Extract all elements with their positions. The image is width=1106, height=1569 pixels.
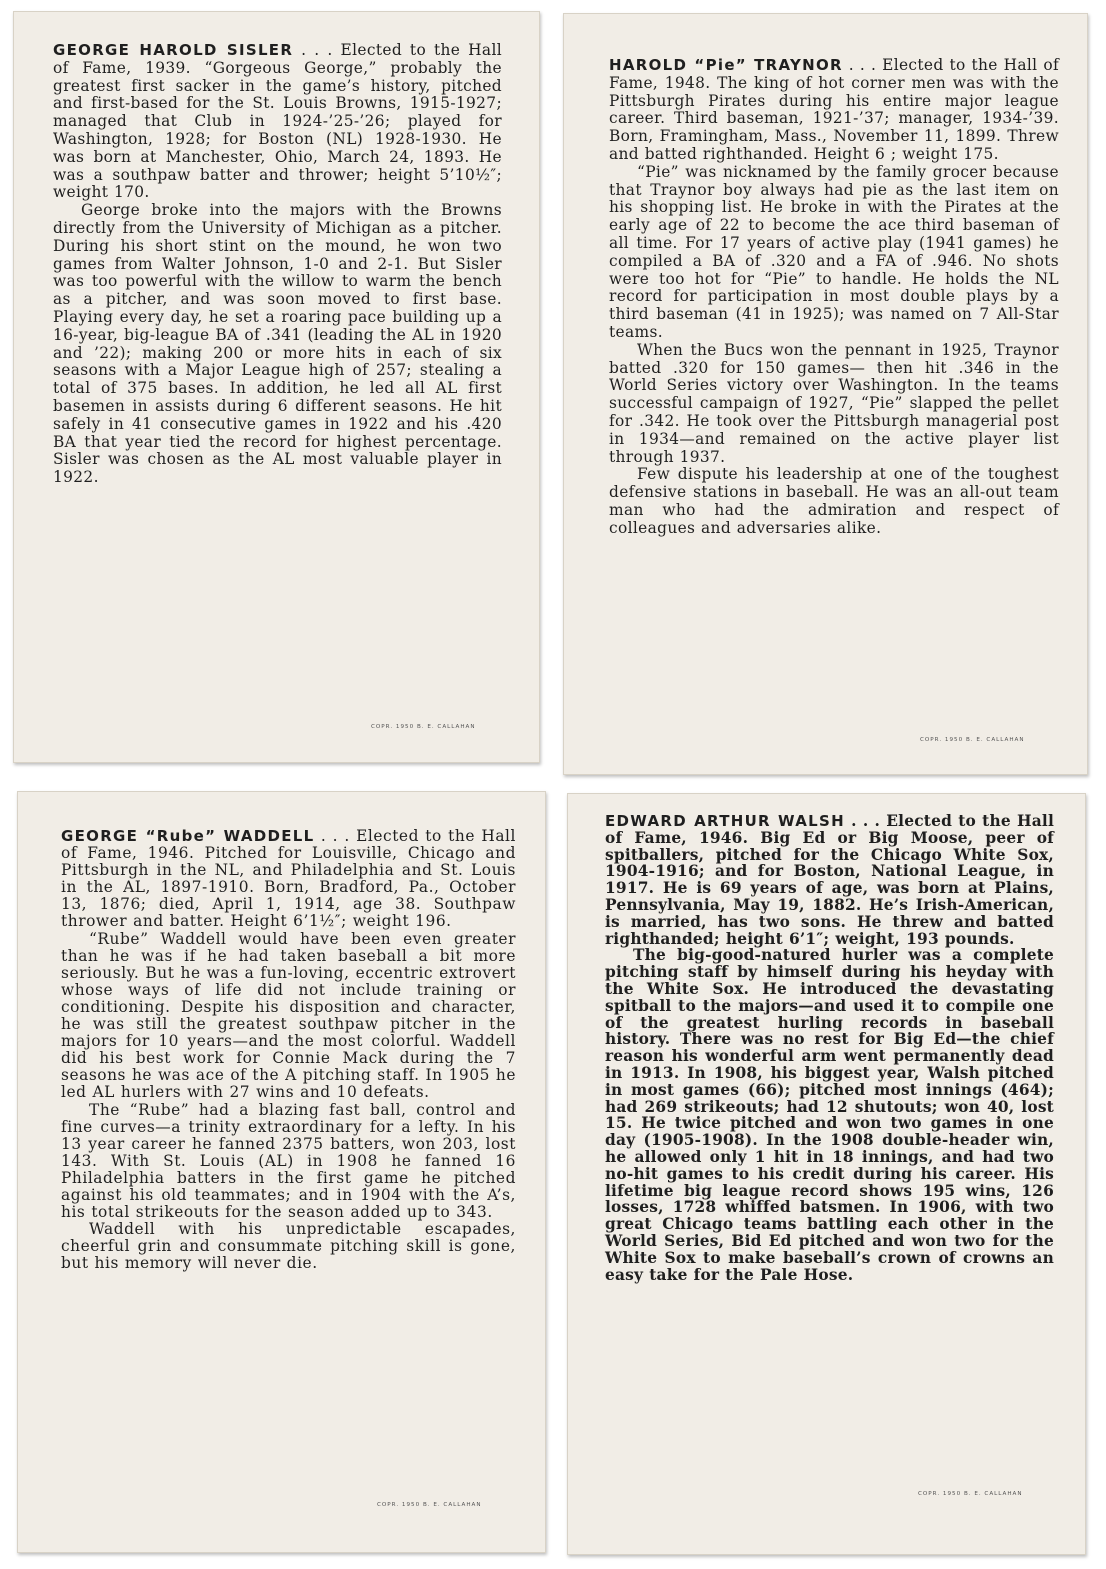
player-name: EDWARD ARTHUR WALSH	[605, 812, 845, 830]
intro-text: . . . Elected to the Hall of Fame, 1939. “Gorgeous George,” probably the greatest first sacker in the game’s history, pitched and first-based for the St. Louis Browns, 1915-1927; managed that Club in 1924-’25-’26; played for Washington, 1928; for Boston (NL) 1928-1930. He was born at Manchester, Ohio, March 24, 1893. He was a southpaw batter and thrower; height 5’10½″; weight 170.	[53, 41, 502, 202]
card-text	[609, 57, 1059, 538]
paragraph: “Rube” Waddell would have been even greater than he was if he had taken baseball a bit more seriously. But he was a fun-loving, eccentric extrovert whose ways of life did not include training or conditioning. Despite his disposition and character, he was still the greatest southpaw pitcher in the majors for 10 years—and the most colorful. Waddell did his best work for Connie Mack during the 7 seasons he was ace of the A pitching staff. In 1905 he led AL hurlers with 27 wins and 10 defeats.	[61, 929, 516, 1102]
copyright-notice: COPR. 1950 B. E. CALLAHAN	[920, 737, 1025, 743]
paragraph: Few dispute his leadership at one of the toughest defensive stations in baseball. He was an all-out team man who had the admiration and respect of colleagues and adversaries alike.	[609, 465, 1059, 537]
card-rube-waddell	[17, 791, 546, 1553]
paragraph: George broke into the majors with the Browns directly from the University of Michigan as a pitcher. During his short stint on the mound, he won two games from Walter Johnson, 1-0 and 2-1. But Sisler was too powerful with the willow to warm the bench as a pitcher, and was soon moved to first base. Playing every day, he set a roaring pace building up a 16-year, big-league BA of .341 (leading the AL in 1920 and ’22); making 200 or more hits in each of six seasons with a Major League high of 257; stealing a total of 375 bases. In addition, he led all AL first basemen in assists during 6 different seasons. He hit safely in 41 consecutive games in 1922 and his .420 BA that year tied the record for highest percentage. Sisler was chosen as the AL most valuable player in 1922.	[53, 201, 502, 487]
intro-text: . . . Elected to the Hall of Fame, 1948. The king of hot corner men was with the Pittsburgh Pirates during his entire major league career. Third baseman, 1921-’37; manager, 1934-’39. Born, Framingham, Mass., November 11, 1899. Threw and batted righthanded. Height 6 ; weight 175.	[609, 56, 1059, 163]
card-text	[605, 813, 1054, 1283]
card-text	[53, 42, 502, 487]
paragraph: The “Rube” had a blazing fast ball, control and fine curves—a trinity extraordinary for a lefty. In his 13 year career he fanned 2375 batters, won 203, lost 143. With St. Louis (AL) in 1908 he fanned 16 Philadelphia batters in the first game he pitched against his old teammates; and in 1904 with the A’s, his total strikeouts for the season added up to 343.	[61, 1100, 516, 1222]
card-intro	[61, 828, 516, 931]
card-intro	[605, 813, 1054, 947]
card-ed-walsh	[567, 793, 1086, 1555]
card-intro	[609, 57, 1059, 164]
card-intro	[53, 42, 502, 202]
paragraph: The big-good-natured hurler was a complete pitching staff by himself during his heyday with the White Sox. He introduced the devastating spitball to the majors—and used it to compile one of the greatest hurling records in baseball history. There was no rest for Big Ed—the chief reason his wonderful arm went permanently dead in 1913. In 1908, his biggest year, Walsh pitched in most games (66); pitched most innings (464); had 269 strikeouts; had 12 shutouts; won 40, lost 15. He twice pitched and won two games in one day (1905-1908). In the 1908 double-header win, he allowed only 1 hit in 18 innings, and had two no-hit games to his credit during his career. His lifetime big league record shows 195 wins, 126 losses, 1728 whiffed batsmen. In 1906, with two great Chicago teams battling each other in the World Series, Bid Ed pitched and won two for the White Sox to make baseball’s crown of crowns an easy take for the Pale Hose.	[605, 946, 1054, 1284]
copyright-notice: COPR. 1950 B. E. CALLAHAN	[371, 724, 476, 730]
player-name: GEORGE HAROLD SISLER	[53, 41, 294, 59]
copyright-notice: COPR. 1950 B. E. CALLAHAN	[918, 1491, 1023, 1497]
intro-text: . . . Elected to the Hall of Fame, 1946. Big Ed or Big Moose, peer of spitballers, pitched for the Chicago White Sox, 1904-1916; and for Boston, National League, in 1917. He is 69 years of age, was born at Plains, Pennsylvania, May 19, 1882. He’s Irish-American, is married, has two sons. He threw and batted righthanded; height 6’1″; weight, 193 pounds.	[605, 812, 1054, 948]
paragraph: When the Bucs won the pennant in 1925, Traynor batted .320 for 150 games— then hit .346 in the World Series victory over Washington. In the teams successful campaign of 1927, “Pie” slapped the pellet for .342. He took over the Pittsburgh managerial post in 1934—and remained on the active player list through 1937.	[609, 340, 1059, 466]
copyright-notice: COPR. 1950 B. E. CALLAHAN	[377, 1502, 482, 1508]
paragraph: Waddell with his unpredictable escapades, cheerful grin and consummate pitching skill is gone, but his memory will never die.	[61, 1220, 516, 1273]
paragraph: “Pie” was nicknamed by the family grocer because that Traynor boy always had pie as the last item on his shopping list. He broke in with the Pirates at the early age of 22 to become the ace third baseman of all time. For 17 years of active play (1941 games) he compiled a BA of .320 and a FA of .946. No shots were too hot for “Pie” to handle. He holds the NL record for participation in most double plays by a third baseman (41 in 1925); was named on 7 All-Star teams.	[609, 162, 1059, 341]
intro-text: . . . Elected to the Hall of Fame, 1946. Pitched for Louisville, Chicago and Pittsburgh in the NL, and Philadelphia and St. Louis in the AL, 1897-1910. Born, Bradford, Pa., October 13, 1876; died, April 1, 1914, age 38. Southpaw thrower and batter. Height 6’1½″; weight 196.	[61, 827, 516, 931]
player-name: HAROLD “Pie” TRAYNOR	[609, 56, 843, 74]
card-george-sisler	[13, 11, 540, 763]
card-pie-traynor	[563, 13, 1088, 775]
card-text	[61, 828, 516, 1272]
player-name: GEORGE “Rube” WADDELL	[61, 827, 315, 845]
